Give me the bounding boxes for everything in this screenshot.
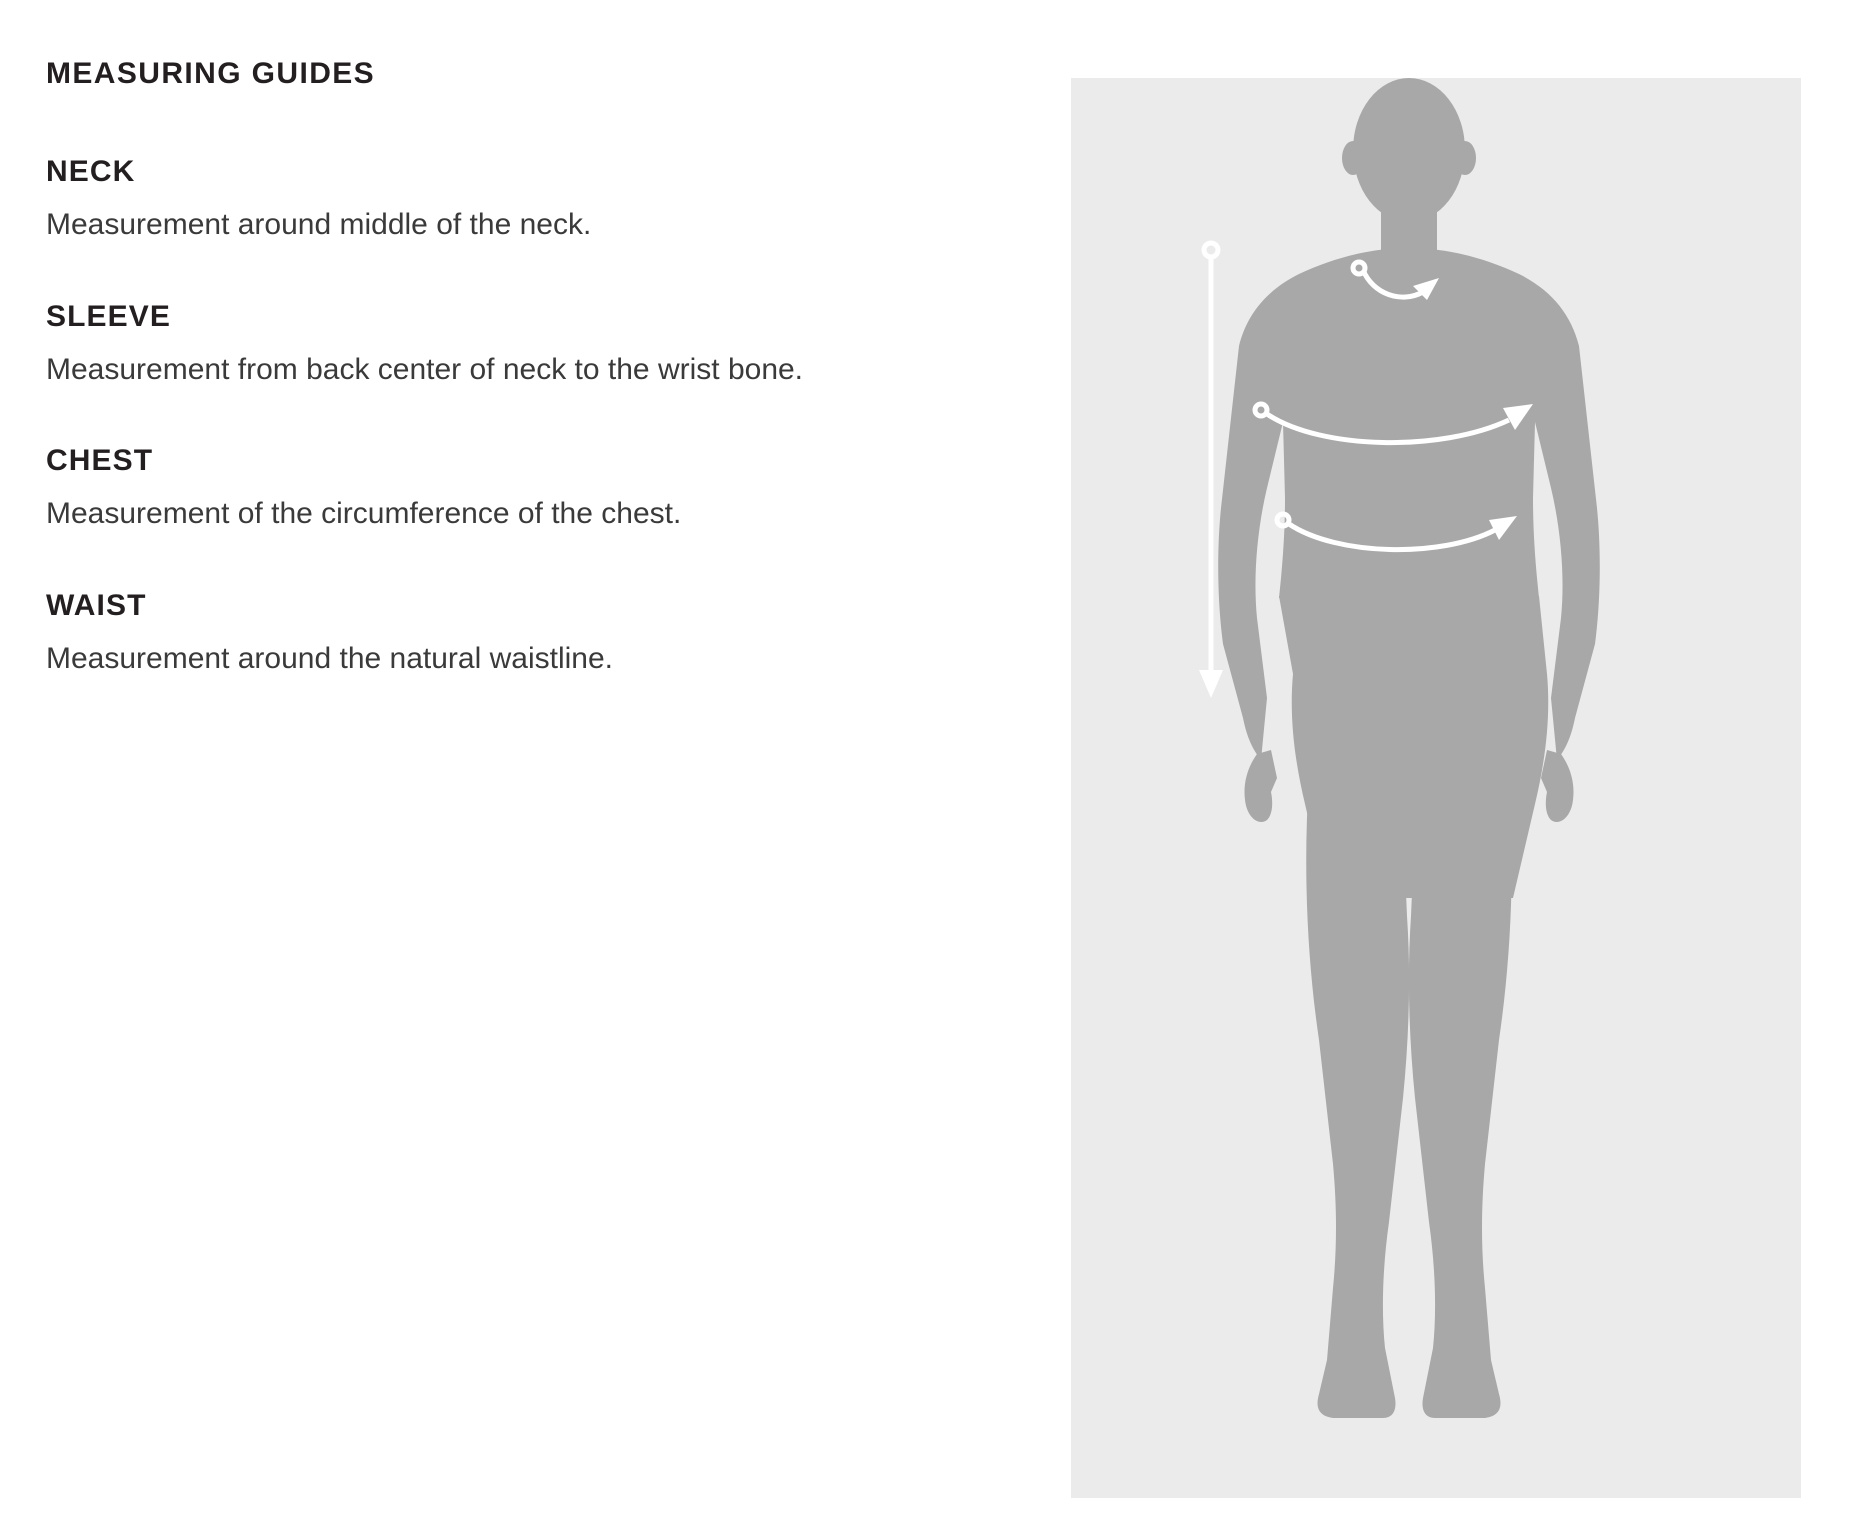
guide-term-waist: WAIST (46, 588, 147, 622)
guide-term-sleeve: SLEEVE (46, 299, 171, 333)
guide-term-chest: CHEST (46, 444, 154, 478)
guide-entry-chest (46, 443, 1006, 536)
page-title: MEASURING GUIDES (46, 57, 376, 90)
guide-description-sleeve: Measurement from back center of neck to the wrist bone. (46, 352, 804, 386)
guide-term-neck: NECK (46, 155, 136, 188)
guide-entry-sleeve (46, 299, 1006, 392)
body-diagram-panel (1071, 78, 1801, 1498)
guide-entry-waist (46, 588, 1006, 681)
guide-description-chest: Measurement of the circumference of the chest. (46, 497, 682, 531)
guide-entry-neck (46, 154, 1006, 247)
body-silhouette (1218, 78, 1600, 1418)
guide-description-neck: Measurement around middle of the neck. (46, 208, 592, 241)
guides-text-column (46, 56, 1006, 680)
sleeve-length-arrow (1199, 243, 1223, 698)
guide-description-waist: Measurement around the natural waistline. (46, 641, 613, 675)
